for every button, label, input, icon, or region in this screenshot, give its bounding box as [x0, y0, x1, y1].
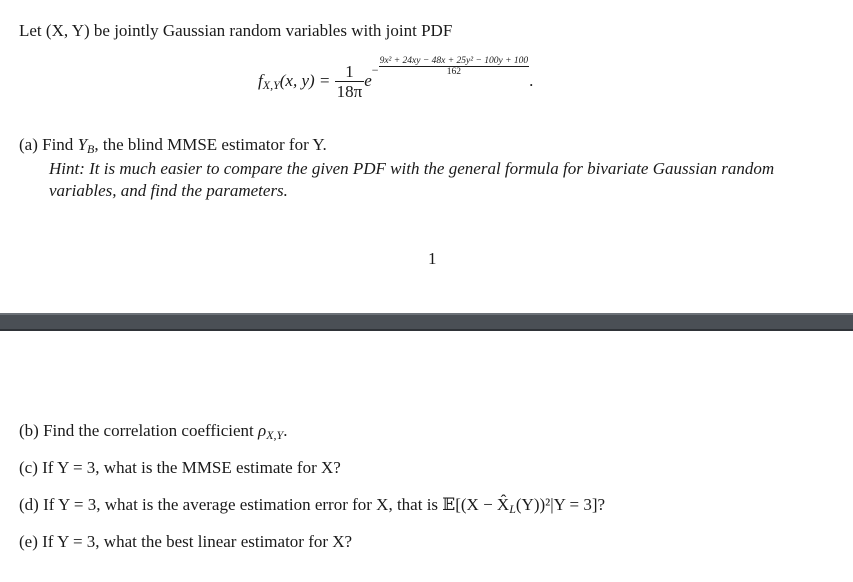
part-a-text-before: Find: [42, 135, 74, 154]
joint-pdf-formula: [258, 56, 533, 102]
part-c-label: (c): [19, 458, 38, 477]
part-d-label: (d): [19, 495, 39, 514]
part-d-question: [19, 495, 605, 517]
part-d-subscript: L: [509, 502, 516, 516]
exponent-numerator: 9x² + 24xy − 48x + 25y² − 100y + 100: [379, 56, 529, 66]
part-b-symbol: ρ: [258, 421, 267, 440]
part-a-text-after: , the blind MMSE estimator for Y.: [94, 135, 327, 154]
exponent-sign: −: [371, 63, 379, 77]
coefficient-numerator: 1: [345, 61, 354, 81]
part-d-text-end: (Y))²|Y = 3]?: [515, 495, 606, 514]
pdf-symbol: f: [258, 71, 263, 90]
part-b-text-after: .: [283, 421, 288, 440]
pdf-subscript: X,Y: [262, 78, 280, 92]
formula-period: .: [529, 71, 534, 90]
coefficient-fraction: [335, 63, 365, 102]
part-a-question: [19, 135, 327, 157]
part-e-label: (e): [19, 532, 38, 551]
part-e-question: [19, 532, 352, 552]
part-b-question: [19, 421, 287, 443]
part-a-symbol: Y: [77, 135, 88, 154]
intro-text: Let (X, Y) be jointly Gaussian random variables with joint PDF: [19, 21, 453, 40]
coefficient-denominator: 18π: [336, 81, 363, 101]
page-divider: [0, 313, 853, 331]
part-b-text-before: Find the correlation coefficient: [43, 421, 254, 440]
part-b-symbol-sub: X,Y: [266, 428, 284, 442]
exponent-fraction: [379, 56, 530, 77]
part-e-text: If Y = 3, what the best linear estimator for X?: [42, 532, 353, 551]
part-c-question: [19, 458, 341, 478]
exponential-base: e: [364, 71, 372, 90]
page-number: 1: [428, 249, 437, 268]
part-a-symbol-sub: B: [87, 142, 95, 156]
exponent-denominator: 162: [379, 66, 530, 77]
part-d-text: If Y = 3, what is the average estimation error for X, that is 𝔼[(X − X̂: [43, 495, 510, 514]
part-a-hint-line-1: Hint: It is much easier to compare the given PDF with the general formula for bivariate Gaussian random: [49, 159, 775, 178]
part-c-text: If Y = 3, what is the MMSE estimate for X?: [42, 458, 341, 477]
part-a-label: (a): [19, 135, 38, 154]
pdf-arguments: (x, y) =: [279, 71, 331, 90]
part-b-label: (b): [19, 421, 39, 440]
part-a-hint-line-2: variables, and find the parameters.: [49, 181, 288, 200]
